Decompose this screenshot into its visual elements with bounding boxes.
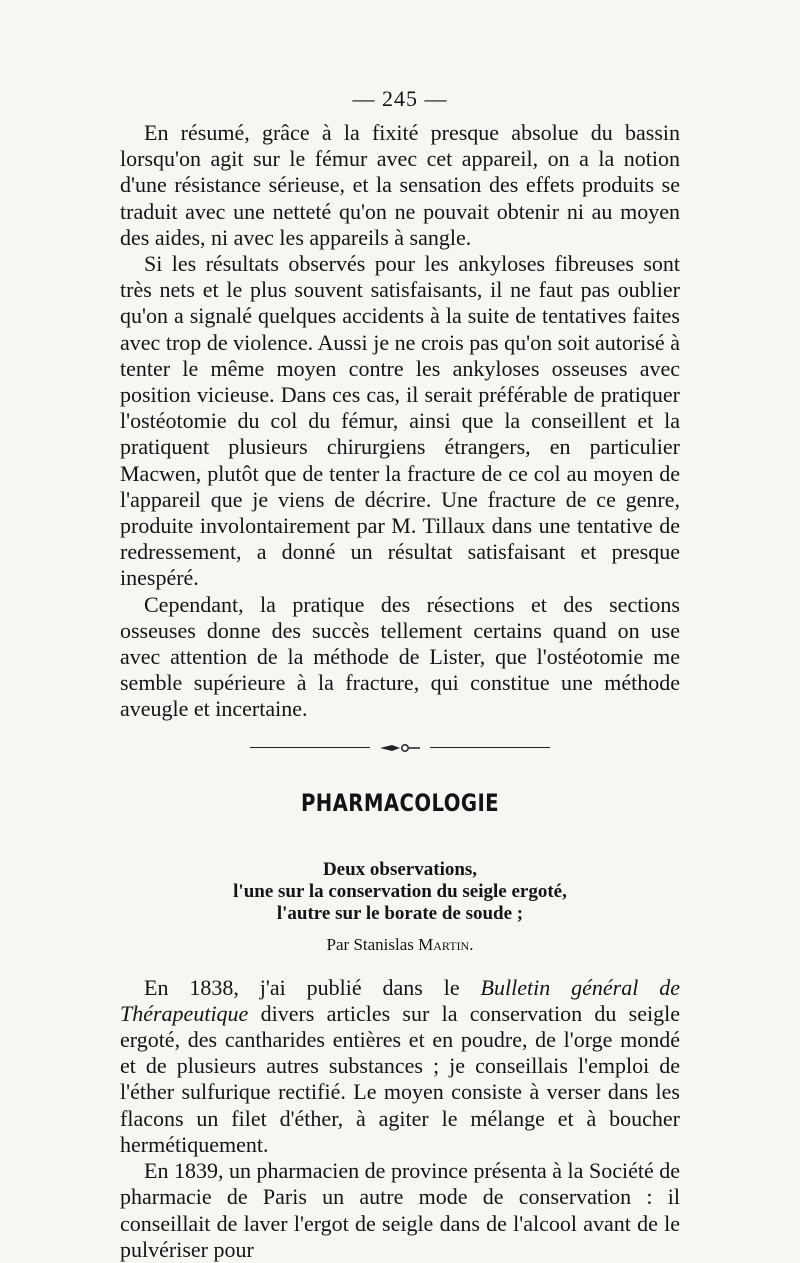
paragraph-1839: En 1839, un pharmacien de province présenta à la Société de pharmacie de Paris un autre mode de conservation : il conseillait de laver l'ergot de seigle dans de l'alcool avant de le pulvériser pour [120,1158,680,1262]
paragraph-ankyloses: Si les résultats observés pour les ankyloses fibreuses sont très nets et le plus souvent satisfaisants, il ne faut pas oublier qu'on a signalé quelques accidents à la suite de tentatives faites avec trop de violence. Aussi je ne crois pas qu'on soit autorisé à tenter le même moyen contre les ankyloses osseuses avec position vicieuse. Dans ces cas, il serait préférable de pratiquer l'ostéotomie du col du fémur, ainsi que la conseillent et la pratiquent plusieurs chirurgiens étrangers, en particulier Macwen, plutôt que de tenter la fracture de ce col au moyen de l'appareil que je viens de décrire. Une fracture de ce genre, produite involontairement par M. Tillaux dans une tentative de redressement, a donné un résultat satisfaisant et presque inespéré. [120,251,680,591]
journal-title: Bulletin général de Thérapeutique [120,974,680,1026]
section-heading: PHARMACOLOGIE [300,788,500,817]
separator-line-right [430,747,550,748]
article-title-line-1: Deux observations, [322,858,478,880]
article-author [120,935,680,955]
separator-line-left [250,747,370,748]
paragraph-1838-start: En 1838, j'ai publié dans le [144,974,481,1000]
article-title-line-3: l'autre sur le borate de soude ; [276,902,524,924]
paragraph-resections: Cependant, la pratique des résections et des sections osseuses donne des succès tellement certains quand on use avec attention de la méthode de Lister, que l'ostéotomie me semble supérieure à la fracture, qui constitue une méthode aveugle et incertaine. [120,591,680,722]
paragraph-1838 [120,975,680,1158]
author-prefix: Par Stanislas [326,934,414,954]
section-separator [120,741,680,755]
ornament-icon [378,742,422,754]
page-number: — 245 — [352,86,448,111]
paragraph-summary: En résumé, grâce à la fixité presque absolue du bassin lorsqu'on agit sur le fémur avec cet appareil, on a la notion d'une résistance sérieuse, et la sensation des effets produits se traduit avec une netteté qu'on ne pouvait obtenir ni au moyen des aides, ni avec les appareils à sangle. [120,120,680,250]
author-surname: Martin. [418,934,474,954]
paragraph-1838-end: divers articles sur la conservation du seigle ergoté, des cantharides entières et en poudre, de l'orge mondé et de plusieurs autres substances ; je conseillais l'emploi de l'éther sulfurique rectifié. Le moyen consiste à verser dans les flacons un filet d'éther, à agiter le mélange et à boucher hermétiquement. [120,1000,680,1157]
article-title-line-2: l'une sur la conservation du seigle ergoté, [233,880,567,902]
